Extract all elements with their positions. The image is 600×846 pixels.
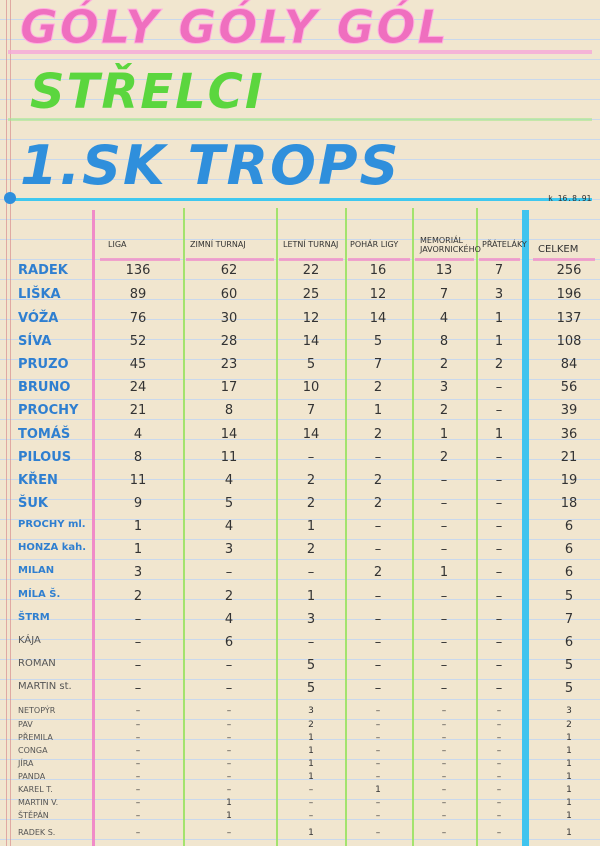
cell-liga: 2 [133, 589, 143, 604]
cell-celkem: 5 [564, 589, 574, 604]
player-name: PŘEMILA [18, 733, 53, 742]
cell-pratelaky: – [496, 746, 502, 756]
player-name: SÍVA [18, 334, 52, 349]
player-name: TOMÁŠ [18, 427, 71, 442]
cell-letni: 5 [306, 658, 316, 673]
player-name: MÍLA Š. [18, 589, 61, 600]
cell-liga: – [135, 811, 141, 821]
cell-letni: 10 [302, 380, 320, 395]
cell-pratelaky: – [495, 403, 503, 418]
player-name: ŠTRM [18, 612, 50, 623]
header-underline [186, 258, 274, 261]
cell-letni: 5 [306, 357, 316, 372]
cell-celkem: 1 [566, 798, 572, 808]
cell-pohar: 2 [373, 565, 383, 580]
cell-zimni: 60 [220, 287, 238, 302]
cell-celkem: 1 [566, 785, 572, 795]
cell-pohar: – [374, 450, 382, 465]
cell-pratelaky: 2 [494, 357, 504, 372]
cell-pohar: 12 [369, 287, 387, 302]
header-underline [279, 258, 343, 261]
cell-pratelaky: 1 [494, 334, 504, 349]
cell-memorial: 2 [439, 450, 449, 465]
player-name: HONZA kah. [18, 542, 87, 553]
cell-letni: 2 [306, 473, 316, 488]
cell-letni: 1 [306, 589, 316, 604]
cell-liga: 52 [129, 334, 147, 349]
cell-letni: 12 [302, 311, 320, 326]
cell-zimni: 62 [220, 263, 238, 278]
cell-celkem: 196 [556, 287, 582, 302]
cell-zimni: 30 [220, 311, 238, 326]
column-separator [92, 210, 95, 846]
cell-memorial: 8 [439, 334, 449, 349]
cell-memorial: 2 [439, 403, 449, 418]
margin-line [6, 0, 7, 846]
cell-celkem: 256 [556, 263, 582, 278]
cell-letni: 1 [308, 772, 314, 782]
cell-memorial: – [441, 706, 447, 716]
cell-celkem: 108 [556, 334, 582, 349]
header-pohar-ligy: POHÁR LIGY [350, 240, 399, 249]
cell-pohar: 5 [373, 334, 383, 349]
cell-zimni: – [226, 720, 232, 730]
cell-celkem: 19 [560, 473, 578, 488]
cell-letni: 14 [302, 427, 320, 442]
cell-liga: – [134, 635, 142, 650]
cell-pratelaky: – [495, 658, 503, 673]
cell-memorial: 3 [439, 380, 449, 395]
cell-memorial: – [441, 828, 447, 838]
cell-zimni: – [226, 706, 232, 716]
cell-liga: – [134, 612, 142, 627]
cell-liga: – [135, 828, 141, 838]
cell-celkem: 6 [564, 542, 574, 557]
cell-memorial: – [441, 772, 447, 782]
header-memorial-line2: JAVORNICKÉHO [420, 245, 481, 254]
cell-celkem: 18 [560, 496, 578, 511]
cell-pohar: 2 [373, 473, 383, 488]
cell-pohar: – [375, 746, 381, 756]
cell-liga: 45 [129, 357, 147, 372]
cell-pohar: – [375, 720, 381, 730]
column-separator [412, 208, 414, 846]
cell-celkem: 2 [566, 720, 572, 730]
cell-liga: 21 [129, 403, 147, 418]
cell-pratelaky: – [495, 450, 503, 465]
cell-letni: – [307, 450, 315, 465]
cell-pohar: – [375, 798, 381, 808]
header-underline [100, 258, 180, 261]
cell-memorial: – [441, 759, 447, 769]
cell-pohar: – [375, 772, 381, 782]
cell-memorial: – [441, 785, 447, 795]
cell-memorial: – [440, 496, 448, 511]
cell-zimni: 4 [224, 519, 234, 534]
cell-zimni: 6 [224, 635, 234, 650]
cell-zimni: 14 [220, 427, 238, 442]
header-letni-turnaj: LETNÍ TURNAJ [283, 240, 339, 249]
cell-memorial: – [441, 746, 447, 756]
cell-pohar: 7 [373, 357, 383, 372]
player-name: KAREL T. [18, 785, 53, 794]
cell-pratelaky: – [495, 565, 503, 580]
cell-letni: 2 [306, 496, 316, 511]
column-separator [276, 208, 278, 846]
cell-memorial: – [440, 542, 448, 557]
cell-letni: – [307, 565, 315, 580]
cell-letni: 1 [308, 733, 314, 743]
cell-pratelaky: – [495, 589, 503, 604]
cell-zimni: 11 [220, 450, 238, 465]
cell-letni: 3 [308, 706, 314, 716]
player-name: LIŠKA [18, 287, 61, 302]
cell-memorial: – [440, 681, 448, 696]
cell-pohar: 1 [375, 785, 381, 795]
cell-pratelaky: – [495, 519, 503, 534]
cell-celkem: 39 [560, 403, 578, 418]
cell-pratelaky: – [495, 542, 503, 557]
player-name: MARTIN st. [18, 681, 72, 692]
cell-pratelaky: – [495, 473, 503, 488]
player-name: PAV [18, 720, 33, 729]
cell-pratelaky: – [495, 380, 503, 395]
player-name: ŠTĚPÁN [18, 811, 49, 820]
cell-letni: 25 [302, 287, 320, 302]
cell-zimni: 1 [226, 798, 232, 808]
cell-letni: 1 [308, 759, 314, 769]
column-separator [345, 208, 347, 846]
cell-pohar: – [375, 828, 381, 838]
cell-celkem: 1 [566, 746, 572, 756]
cell-zimni: – [226, 759, 232, 769]
cell-celkem: 7 [564, 612, 574, 627]
cell-pohar: 2 [373, 380, 383, 395]
cell-pratelaky: – [496, 811, 502, 821]
player-name: ROMAN [18, 658, 56, 669]
player-name: PRUZO [18, 357, 69, 372]
player-name: KŘEN [18, 473, 58, 488]
cell-pohar: – [375, 759, 381, 769]
player-name: VÓŽA [18, 311, 59, 326]
cell-celkem: 84 [560, 357, 578, 372]
header-underline [479, 258, 520, 261]
cell-pohar: – [374, 658, 382, 673]
cell-pohar: – [374, 681, 382, 696]
cell-memorial: 1 [439, 565, 449, 580]
cell-memorial: – [441, 733, 447, 743]
cell-zimni: 2 [224, 589, 234, 604]
cell-celkem: 1 [566, 772, 572, 782]
header-underline [348, 258, 410, 261]
cell-pratelaky: – [496, 785, 502, 795]
cell-celkem: 5 [564, 681, 574, 696]
cell-liga: 136 [125, 263, 151, 278]
cell-celkem: 3 [566, 706, 572, 716]
cell-pratelaky: – [496, 706, 502, 716]
cell-pohar: 1 [373, 403, 383, 418]
cell-memorial: 4 [439, 311, 449, 326]
cell-memorial: 7 [439, 287, 449, 302]
cell-letni: 7 [306, 403, 316, 418]
cell-celkem: 6 [564, 519, 574, 534]
cell-liga: – [134, 658, 142, 673]
cell-celkem: 6 [564, 565, 574, 580]
cell-zimni: – [226, 828, 232, 838]
title-team: 1.SK TROPS [20, 134, 401, 197]
cell-letni: – [308, 811, 314, 821]
cell-zimni: – [226, 746, 232, 756]
cell-pratelaky: – [495, 496, 503, 511]
cell-liga: – [135, 746, 141, 756]
cell-liga: – [135, 772, 141, 782]
header-underline [533, 258, 595, 261]
cell-pohar: – [374, 589, 382, 604]
player-name: PANDA [18, 772, 46, 781]
cell-memorial: – [440, 519, 448, 534]
cell-liga: 9 [133, 496, 143, 511]
header-pratelaky: PŘÁTELÁKY [482, 240, 527, 249]
player-name: PROCHY ml. [18, 519, 86, 530]
cell-celkem: 1 [566, 759, 572, 769]
cell-celkem: 36 [560, 427, 578, 442]
cell-pratelaky: 1 [494, 427, 504, 442]
cell-liga: 24 [129, 380, 147, 395]
player-name: ŠUK [18, 496, 48, 511]
cell-celkem: 21 [560, 450, 578, 465]
cell-memorial: – [440, 635, 448, 650]
cell-pratelaky: – [495, 681, 503, 696]
title-goly: GÓLY GÓLY GÓL [20, 0, 449, 54]
player-name: RADEK [18, 263, 68, 278]
cell-pratelaky: – [496, 759, 502, 769]
cell-letni: – [308, 785, 314, 795]
cell-memorial: 1 [439, 427, 449, 442]
cell-pratelaky: 3 [494, 287, 504, 302]
cell-liga: – [135, 785, 141, 795]
player-name: MARTIN V. [18, 798, 59, 807]
cell-zimni: – [225, 658, 233, 673]
cell-pratelaky: 1 [494, 311, 504, 326]
cell-liga: – [135, 706, 141, 716]
player-name: CONGA [18, 746, 48, 755]
cell-liga: – [135, 733, 141, 743]
cell-liga: 8 [133, 450, 143, 465]
cell-letni: 1 [308, 746, 314, 756]
cell-liga: – [134, 681, 142, 696]
cell-pohar: 14 [369, 311, 387, 326]
player-name: KÁJA [18, 635, 41, 646]
cell-zimni: 3 [224, 542, 234, 557]
cell-letni: 1 [308, 828, 314, 838]
cell-zimni: – [226, 772, 232, 782]
cell-celkem: 6 [564, 635, 574, 650]
cell-letni: 22 [302, 263, 320, 278]
cell-letni: 2 [306, 542, 316, 557]
player-name: PROCHY [18, 403, 79, 418]
cell-liga: – [135, 798, 141, 808]
cell-celkem: 137 [556, 311, 582, 326]
cell-celkem: 56 [560, 380, 578, 395]
header-celkem: CELKEM [538, 244, 579, 255]
cell-celkem: 1 [566, 828, 572, 838]
cell-memorial: – [441, 720, 447, 730]
cell-pohar: – [374, 519, 382, 534]
cell-memorial: 13 [435, 263, 453, 278]
cell-memorial: – [441, 798, 447, 808]
cell-letni: 3 [306, 612, 316, 627]
cell-liga: 4 [133, 427, 143, 442]
cell-liga: 1 [133, 542, 143, 557]
cell-pohar: 16 [369, 263, 387, 278]
cell-liga: 76 [129, 311, 147, 326]
player-name: BRUNO [18, 380, 71, 395]
cell-pratelaky: – [496, 733, 502, 743]
cell-liga: – [135, 759, 141, 769]
column-separator [183, 208, 185, 846]
cell-pratelaky: – [495, 635, 503, 650]
header-memorial-line1: MEMORIÁL [420, 236, 464, 245]
player-name: MILAN [18, 565, 55, 576]
cell-celkem: 5 [564, 658, 574, 673]
cell-zimni: 5 [224, 496, 234, 511]
cell-celkem: 1 [566, 811, 572, 821]
date-note: k 16.8.91 [548, 194, 592, 203]
player-name: NETOPÝR [18, 706, 56, 715]
cell-pratelaky: 7 [494, 263, 504, 278]
cell-liga: 1 [133, 519, 143, 534]
header-memorial [420, 236, 481, 254]
cell-letni: 1 [306, 519, 316, 534]
cell-pratelaky: – [496, 828, 502, 838]
header-liga: LIGA [108, 240, 127, 249]
cell-memorial: – [440, 473, 448, 488]
header-zimni-turnaj: ZIMNÍ TURNAJ [190, 240, 246, 249]
cell-pratelaky: – [495, 612, 503, 627]
cell-pratelaky: – [496, 720, 502, 730]
cell-celkem: 1 [566, 733, 572, 743]
cell-liga: 89 [129, 287, 147, 302]
cell-zimni: – [225, 565, 233, 580]
title-strelci: STŘELCI [30, 64, 265, 120]
cell-memorial: – [440, 589, 448, 604]
player-name: JÍRA [18, 759, 34, 768]
cell-pohar: – [374, 635, 382, 650]
cell-zimni: 23 [220, 357, 238, 372]
cell-pohar: – [375, 811, 381, 821]
blue-dot-icon [4, 192, 16, 204]
player-name: PILOUS [18, 450, 72, 465]
cell-pratelaky: – [496, 798, 502, 808]
cell-pohar: – [374, 612, 382, 627]
cell-memorial: – [440, 612, 448, 627]
cell-pohar: – [375, 733, 381, 743]
cell-letni: – [308, 798, 314, 808]
cell-letni: – [307, 635, 315, 650]
cell-zimni: – [226, 733, 232, 743]
cell-zimni: 28 [220, 334, 238, 349]
cell-zimni: 4 [224, 473, 234, 488]
cell-liga: 3 [133, 565, 143, 580]
cell-memorial: – [441, 811, 447, 821]
header-underline [415, 258, 474, 261]
cell-memorial: – [440, 658, 448, 673]
cell-pohar: – [375, 706, 381, 716]
cell-zimni: 8 [224, 403, 234, 418]
cell-pohar: 2 [373, 427, 383, 442]
cell-zimni: – [226, 785, 232, 795]
cell-pohar: 2 [373, 496, 383, 511]
margin-line [10, 0, 11, 846]
cell-letni: 2 [308, 720, 314, 730]
cell-zimni: – [225, 681, 233, 696]
cell-zimni: 17 [220, 380, 238, 395]
cell-memorial: 2 [439, 357, 449, 372]
cell-liga: 11 [129, 473, 147, 488]
cell-letni: 14 [302, 334, 320, 349]
cyan-highlight-stripe [8, 198, 592, 201]
cell-zimni: 4 [224, 612, 234, 627]
cell-liga: – [135, 720, 141, 730]
player-name: RADEK S. [18, 828, 56, 837]
cell-zimni: 1 [226, 811, 232, 821]
cell-pratelaky: – [496, 772, 502, 782]
cell-letni: 5 [306, 681, 316, 696]
cell-pohar: – [374, 542, 382, 557]
